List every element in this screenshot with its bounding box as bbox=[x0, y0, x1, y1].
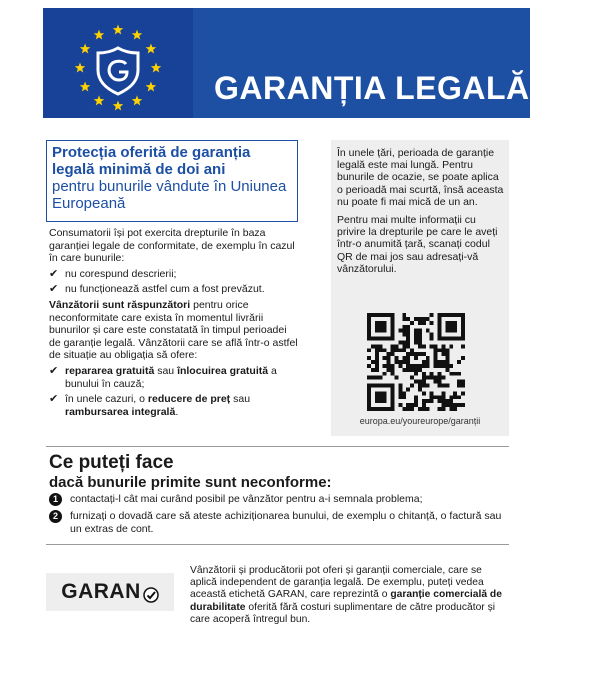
header-banner bbox=[43, 8, 530, 118]
list-item bbox=[49, 493, 509, 506]
step-text: contactați-l cât mai curând posibil pe vânzător pentru a-i semnala problema; bbox=[70, 493, 423, 505]
offer-replace: înlocuirea gratuită bbox=[177, 364, 269, 377]
checkmark-icon: ✔ bbox=[49, 283, 59, 296]
checkmark-icon: ✔ bbox=[49, 393, 59, 406]
checkmark-icon: ✔ bbox=[49, 267, 59, 280]
list-item bbox=[49, 283, 299, 296]
longer-period-paragraph: În unele țări, perioada de garanție legală este mai lungă. Pentru bunurile de ocazie, se poate aplica o perioadă mai scurtă, însă aceasta nu poate fi mai mică de un an. bbox=[337, 147, 504, 208]
star-icon bbox=[146, 82, 156, 92]
divider bbox=[46, 544, 509, 545]
commercial-text-c: oferită fără costuri suplimentare de către producător și care acoperă întregul bun. bbox=[190, 601, 496, 625]
list-item bbox=[49, 393, 299, 418]
list-item bbox=[49, 510, 509, 535]
check-text: nu corespund descrierii; bbox=[65, 267, 177, 280]
section-subtitle: dacă bunurile primite sunt neconforme: bbox=[49, 474, 332, 491]
step-number: 2 bbox=[49, 510, 62, 523]
eu-stars-icon bbox=[43, 8, 193, 118]
star-icon bbox=[151, 63, 161, 73]
commercial-guarantee-text bbox=[190, 565, 508, 626]
star-icon bbox=[146, 44, 156, 54]
star-icon bbox=[80, 82, 90, 92]
offer-sep: sau bbox=[154, 364, 178, 377]
step-number: 1 bbox=[49, 493, 62, 506]
star-icon bbox=[132, 95, 142, 105]
offer-sep: sau bbox=[230, 393, 251, 406]
offer-refund: rambursarea integrală bbox=[65, 405, 176, 418]
garan-label-logo bbox=[46, 573, 174, 611]
offer-repair: repararea gratuită bbox=[65, 364, 155, 377]
intro-title: Protecția oferită de garanția legală minimă de doi ani bbox=[52, 144, 251, 178]
divider bbox=[46, 446, 509, 447]
intro-box bbox=[46, 140, 298, 222]
check-text: nu funcționează astfel cum a fost prevăzut. bbox=[65, 283, 265, 296]
intro-subtitle: pentru bunurile vândute în Uniunea Europeană bbox=[52, 178, 287, 212]
section-title: Ce puteți face bbox=[49, 452, 174, 473]
garan-logo-text: GARAN bbox=[61, 580, 141, 603]
website-link[interactable]: europa.eu/youreurope/garanții bbox=[359, 416, 481, 426]
star-icon bbox=[94, 30, 104, 40]
step-text: furnizați o dovadă care să ateste achiziționarea bunului, de exemplu o chitanță, o factură sau un extras de cont. bbox=[70, 510, 502, 535]
offer-text bbox=[65, 365, 299, 390]
star-icon bbox=[75, 63, 85, 73]
offer-discount: reducere de preț bbox=[147, 393, 231, 406]
offer-lead: în unele cazuri, o bbox=[65, 393, 148, 406]
page-title: GARANȚIA LEGALĂ bbox=[214, 70, 530, 106]
offer-tail: a bunului în cauză; bbox=[65, 364, 277, 390]
seller-obligation-paragraph bbox=[49, 299, 299, 362]
consumer-rights-paragraph: Consumatorii își pot exercita drepturile în baza garanției legale de conformitate, de exemplu în cazul în care bunurile: bbox=[49, 227, 295, 265]
offer-tail: . bbox=[175, 405, 179, 418]
info-panel-text bbox=[337, 147, 505, 281]
checkmark-icon: ✔ bbox=[49, 364, 59, 377]
garan-check-icon bbox=[143, 587, 159, 603]
star-icon bbox=[94, 95, 104, 105]
commercial-text-bold: garanție comercială de durabilitate bbox=[190, 589, 502, 613]
commercial-text-a: Vânzătorii și producătorii pot oferi și garanții comerciale, care se aplică independent de garanția legală. De exemplu, puteți vedea această etichetă GARAN, care reprezintă o bbox=[190, 565, 484, 601]
offer-text bbox=[65, 393, 299, 418]
more-info-paragraph: Pentru mai multe informații cu privire la drepturile pe care le aveți într-o anumită țară, scanați codul QR de mai jos sau adresați-vă vânzătorului. bbox=[337, 214, 498, 275]
star-icon bbox=[132, 30, 142, 40]
legal-guarantee-text bbox=[49, 227, 299, 421]
list-item bbox=[49, 365, 299, 390]
eu-guarantee-emblem bbox=[43, 8, 193, 118]
list-item bbox=[49, 268, 299, 281]
star-icon bbox=[113, 101, 123, 111]
seller-bold: Vânzătorii sunt răspunzători bbox=[49, 298, 191, 311]
seller-rest: pentru orice neconformitate care exista în momentul livrării bunurilor și care este constatată în timpul perioadei de garanție legală. Vânzătorii care se află într-o astfel de situație au obligația să ofere: bbox=[49, 298, 298, 362]
star-icon bbox=[80, 44, 90, 54]
star-icon bbox=[113, 25, 123, 35]
qr-code[interactable] bbox=[367, 313, 465, 411]
steps-list bbox=[49, 493, 509, 539]
shield-icon bbox=[98, 48, 138, 94]
